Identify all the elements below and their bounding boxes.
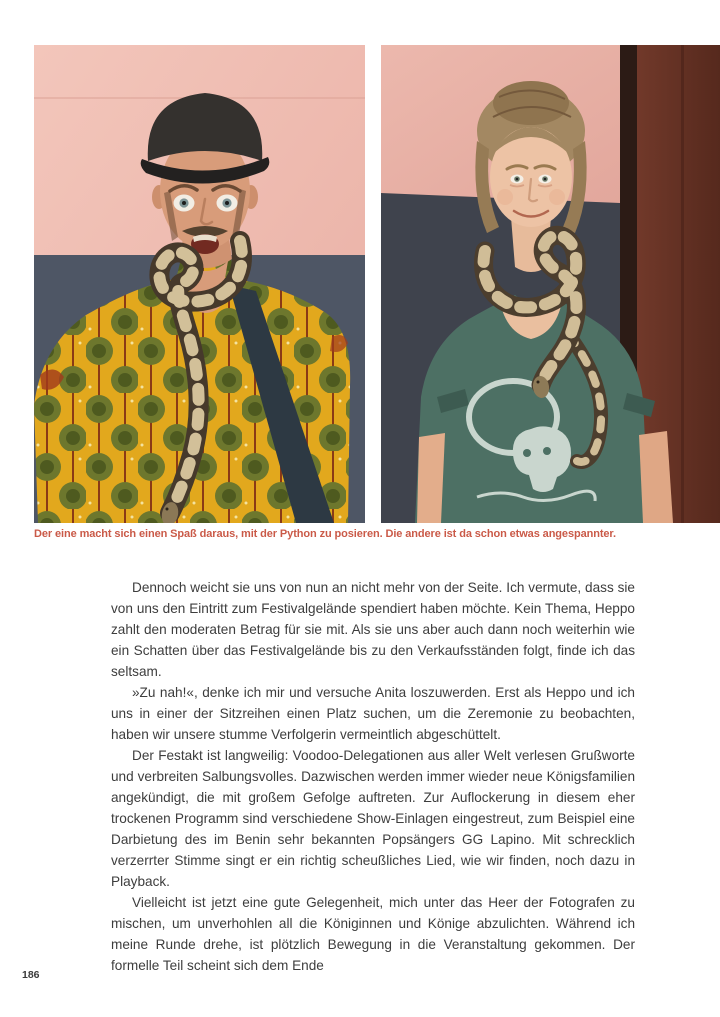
paragraph: »Zu nah!«, denke ich mir und versuche Anita loszuwerden. Erst als Heppo und ich uns in einer der Sitzreihen einen Platz suchen, um die Zeremonie zu beobachten, haben wir unsere stumme Verfolgerin vermeintlich abgeschüttelt. bbox=[111, 685, 635, 742]
paragraph: Der Festakt ist langweilig: Voodoo-Delegationen aus aller Welt verlesen Grußworte und verbreiten Salbungsvolles. Dazwischen werden immer wieder neue Königsfamilien angekündigt, die mit großem Gefolge auftreten. Zur Auflockerung in diesem eher trockenen Programm sind verschiedene Show-Einlagen eingestreut, zum Beispiel eine Darbietung des im Benin sehr bekannten Popsängers GG Lapino. Mit schrecklich verzerrter Stimme singt er ein richtig scheußliches Lied, wie wir finden, noch dazu in Playback. bbox=[111, 748, 635, 889]
page-number: 186 bbox=[22, 969, 40, 981]
man-python-illustration bbox=[34, 45, 365, 523]
photo-man-with-python bbox=[34, 45, 365, 523]
photo-caption: Der eine macht sich einen Spaß daraus, mit der Python zu posieren. Die andere ist da schon etwas angespannter. bbox=[34, 528, 616, 540]
paragraph: Dennoch weicht sie uns von nun an nicht mehr von der Seite. Ich vermute, dass sie von uns den Eintritt zum Festivalgelände spendiert haben möchte. Kein Thema, Heppo zahlt den moderaten Betrag für sie mit. Als sie uns aber auch dann noch weiterhin wie ein Schatten über das Festivalgelände bis zu den Verkaufsständen folgt, finde ich das seltsam. bbox=[111, 580, 635, 679]
woman-python-illustration bbox=[381, 45, 720, 523]
paragraph: Vielleicht ist jetzt eine gute Gelegenheit, mich unter das Heer der Fotografen zu mischen, um unverhohlen all die Königinnen und Könige abzulichten. Während ich meine Runde drehe, ist plötzlich Bewegung in die Veranstaltung gekommen. Der formelle Teil scheint sich dem Ende bbox=[111, 895, 635, 973]
body-text bbox=[111, 577, 635, 976]
photo-woman-with-python bbox=[381, 45, 720, 523]
